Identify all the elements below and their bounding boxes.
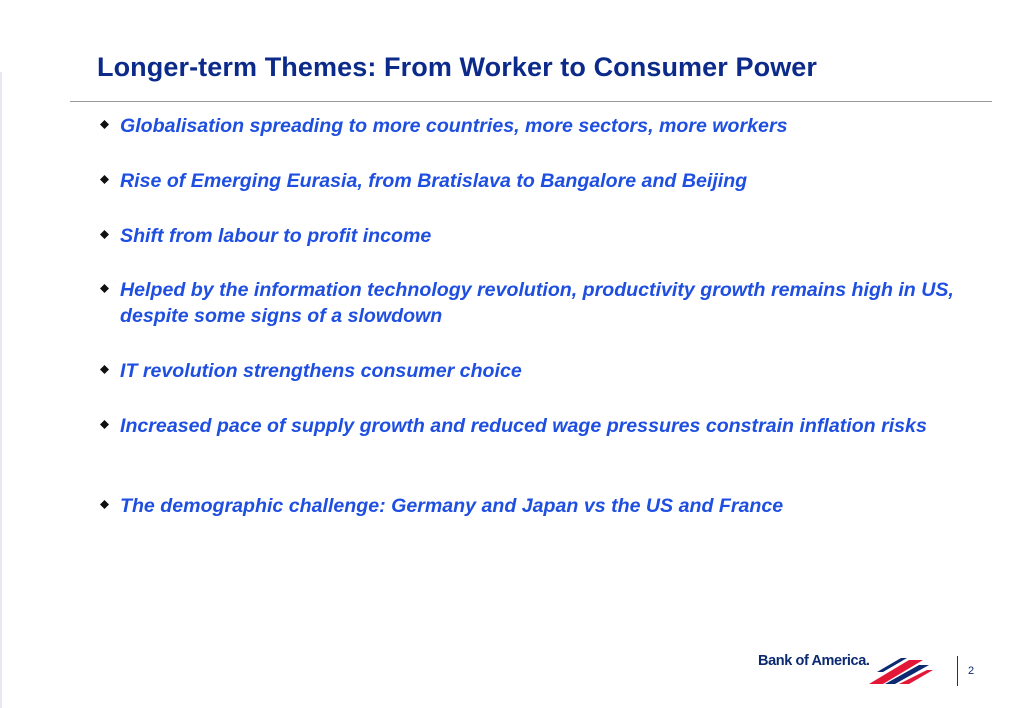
page-number: 2 xyxy=(968,665,975,677)
diamond-icon xyxy=(100,120,109,129)
footer-divider xyxy=(957,656,958,686)
diamond-icon xyxy=(100,284,109,293)
bullet-text: IT revolution strengthens consumer choice xyxy=(120,360,522,382)
diamond-icon xyxy=(100,500,109,509)
bullet-text: Rise of Emerging Eurasia, from Bratislava to Bangalore and Beijing xyxy=(120,170,748,192)
bullet-text: Shift from labour to profit income xyxy=(120,225,432,247)
diamond-icon xyxy=(100,365,109,374)
flag-logo-icon xyxy=(865,654,935,688)
bullet-text: The demographic challenge: Germany and Japan vs the US and France xyxy=(120,495,784,517)
bullet-text: Increased pace of supply growth and reduced wage pressures constrain inflation risks xyxy=(120,415,927,437)
diamond-icon xyxy=(100,420,109,429)
bullet-text: Globalisation spreading to more countries, more sectors, more workers xyxy=(120,115,788,137)
slide-title: Longer-term Themes: From Worker to Consumer Power xyxy=(97,52,818,82)
title-divider xyxy=(70,101,992,102)
bullet-text: Helped by the information technology revolution, productivity growth remains high in US, despite some signs of a slowdown xyxy=(120,279,954,327)
diamond-icon xyxy=(100,175,109,184)
logo-wordmark: Bank of America. xyxy=(758,653,870,669)
diamond-icon xyxy=(100,230,109,239)
bank-of-america-logo xyxy=(758,650,938,690)
left-edge-line xyxy=(0,72,2,708)
